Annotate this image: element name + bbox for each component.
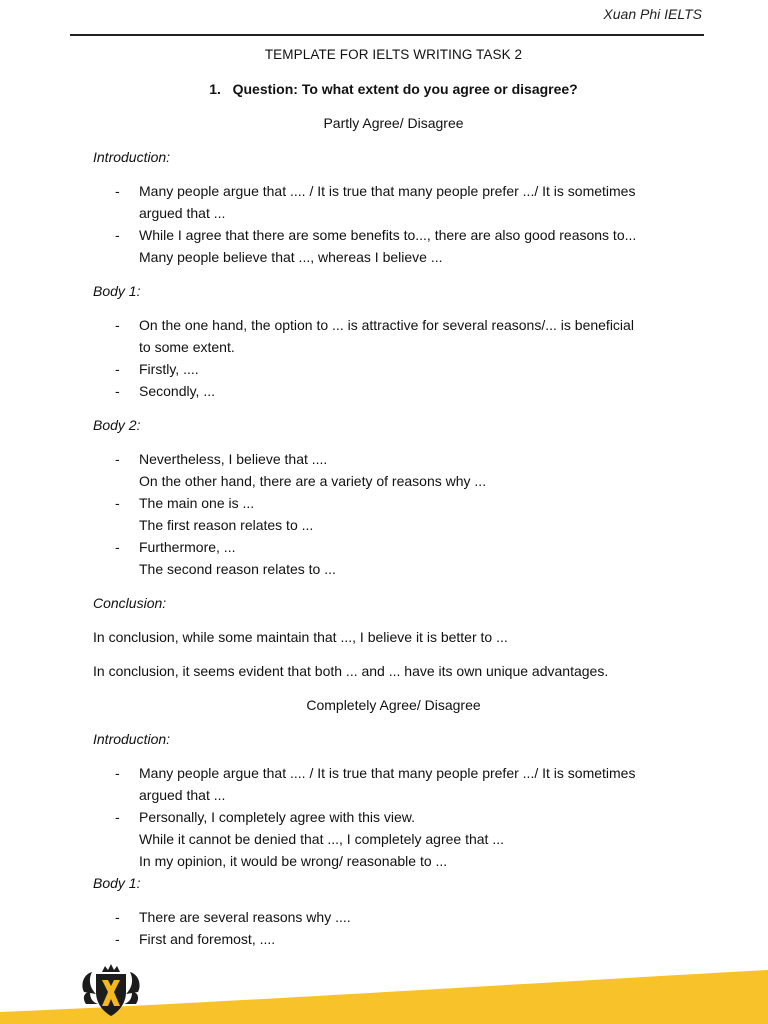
list-item: - Furthermore, ... The second reason relates to ... bbox=[93, 536, 694, 580]
completely-body1-list bbox=[93, 906, 694, 950]
list-item: - On the one hand, the option to ... is attractive for several reasons/... is beneficial to some extent. bbox=[93, 314, 694, 358]
list-item: - First and foremost, .... bbox=[93, 928, 694, 950]
partly-conclusion-label: Conclusion: bbox=[93, 595, 167, 611]
completely-introduction-label: Introduction: bbox=[93, 731, 171, 747]
list-item: - Nevertheless, I believe that .... On the other hand, there are a variety of reasons why ... bbox=[93, 448, 694, 492]
partly-heading: Partly Agree/ Disagree bbox=[323, 115, 464, 131]
partly-body2-label: Body 2: bbox=[93, 417, 141, 433]
document-body bbox=[93, 44, 694, 962]
conclusion-line: In conclusion, it seems evident that both ... and ... have its own unique advantages. bbox=[93, 663, 609, 679]
header-brand: Xuan Phi IELTS bbox=[603, 6, 702, 22]
partly-body1-list bbox=[93, 314, 694, 402]
brand-crest-logo bbox=[78, 962, 144, 1018]
partly-introduction-label: Introduction: bbox=[93, 149, 171, 165]
question-number: 1. bbox=[209, 81, 221, 97]
list-item: - Firstly, .... bbox=[93, 358, 694, 380]
list-item: - The main one is ... The first reason relates to ... bbox=[93, 492, 694, 536]
completely-introduction-list bbox=[93, 762, 694, 872]
partly-body1-label: Body 1: bbox=[93, 283, 141, 299]
list-item: - Many people argue that .... / It is true that many people prefer .../ It is sometimes argued that ... bbox=[93, 762, 694, 806]
list-item: - Many people argue that .... / It is true that many people prefer .../ It is sometimes argued that ... bbox=[93, 180, 694, 224]
question-text: Question: To what extent do you agree or disagree? bbox=[232, 81, 578, 97]
completely-body1-label: Body 1: bbox=[93, 875, 141, 891]
conclusion-line: In conclusion, while some maintain that ..., I believe it is better to ... bbox=[93, 629, 508, 645]
list-item: - Personally, I completely agree with this view. While it cannot be denied that ..., I completely agree that ... In my opinion, it would be wrong/ reasonable to ... bbox=[93, 806, 694, 872]
partly-body2-list bbox=[93, 448, 694, 580]
list-item: - There are several reasons why .... bbox=[93, 906, 694, 928]
list-item: - Secondly, ... bbox=[93, 380, 694, 402]
completely-heading: Completely Agree/ Disagree bbox=[306, 697, 481, 713]
list-item: - While I agree that there are some benefits to..., there are also good reasons to... Many people believe that ..., whereas I believe ... bbox=[93, 224, 694, 268]
header-rule bbox=[70, 34, 704, 36]
document-title: TEMPLATE FOR IELTS WRITING TASK 2 bbox=[264, 47, 523, 62]
question-heading bbox=[93, 78, 694, 100]
partly-introduction-list bbox=[93, 180, 694, 268]
